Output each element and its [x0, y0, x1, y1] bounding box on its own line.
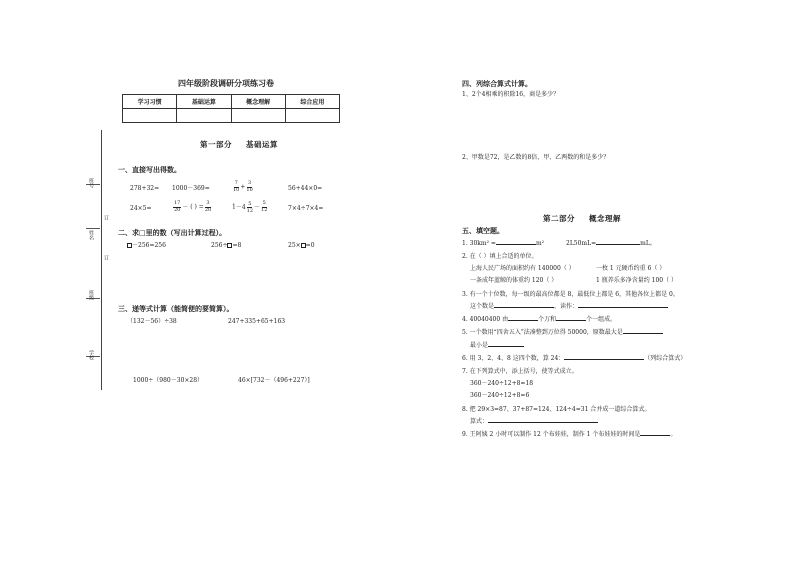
frac-den: 12: [246, 207, 254, 214]
section2-title: 二、求□里的数（写出计算过程）。: [118, 228, 227, 237]
binding-label-school: 学校: [88, 350, 94, 360]
frac-den: 20: [204, 207, 212, 213]
fill-text: 4. 40040400 由: [462, 316, 509, 323]
fill-text: 2L50mL=: [566, 240, 597, 247]
expression: （132－56）÷38: [127, 318, 177, 325]
fill-item: [470, 343, 524, 349]
fill-item: [462, 356, 686, 362]
score-header: 综合应用: [285, 95, 339, 109]
op: － ( ) =: [182, 203, 204, 211]
calc-item-fraction: [232, 201, 268, 214]
eq-text: 25×: [288, 242, 301, 249]
fill-text: ，读作：: [554, 303, 579, 310]
equation: 360－240÷12+8=6: [470, 392, 530, 399]
calc-item: 1000－369=: [172, 185, 210, 192]
fill-text: （列综合算式）: [644, 355, 687, 362]
fill-text: 1. 30km² =: [462, 240, 496, 247]
frac-num: 3: [248, 180, 252, 186]
eq-text: =8: [232, 242, 242, 249]
fill-item: [470, 304, 668, 310]
fill-item: 上海人民广场的面积约有 140000（ ）: [470, 265, 575, 272]
equation: 360－240÷12+8=18: [470, 380, 534, 387]
fill-item: [462, 317, 616, 323]
score-header: 学习习惯: [123, 95, 177, 109]
frac-num: 5: [248, 200, 252, 207]
fill-text: 个一组成。: [586, 316, 617, 323]
section1-title: 一、直接写出得数。: [118, 165, 181, 174]
expression: 247+335+65+163: [228, 318, 286, 325]
section5-title: 五、填空题。: [462, 226, 504, 235]
answer-blank[interactable]: [494, 307, 554, 308]
answer-blank[interactable]: [578, 307, 668, 308]
fill-text: m²: [535, 240, 545, 247]
calc-item: 56+44×0=: [288, 185, 323, 192]
score-table: [122, 94, 340, 123]
fill-item: 一枚 1 元硬币约重 6（ ）: [596, 265, 666, 272]
section4-title: 四、列综合算式计算。: [462, 79, 532, 88]
frac-den: 12: [261, 207, 268, 213]
frac-num: 7: [234, 180, 238, 186]
score-cell[interactable]: [285, 109, 339, 123]
fill-text: 6. 用 3、2、4、8 这四个数，算 24：: [462, 355, 565, 362]
answer-blank[interactable]: [564, 359, 644, 360]
fill-item: [462, 241, 544, 247]
calc-item-fraction: [172, 201, 212, 213]
fill-item: 7. 在下列算式中，添上括号，使等式成立。: [462, 368, 578, 375]
fill-item: [566, 241, 656, 247]
frac-num: 17: [174, 200, 181, 206]
op: +: [240, 183, 246, 191]
fill-text: 。: [670, 431, 677, 438]
op: 1－: [232, 203, 242, 211]
fill-text: 个万和: [538, 316, 557, 323]
answer-blank[interactable]: [556, 320, 586, 321]
answer-blank[interactable]: [623, 333, 663, 334]
part1-heading: [200, 141, 278, 149]
binding-mark: [86, 228, 100, 229]
answer-blank[interactable]: [488, 346, 524, 347]
equation: [211, 243, 241, 249]
section3-title: 三、递等式计算（能简便的要简算）。: [118, 304, 234, 313]
fill-text: 算式：: [470, 418, 489, 425]
score-header: 概念理解: [231, 95, 285, 109]
whole: 4: [241, 203, 246, 211]
score-header: 基础运算: [177, 95, 231, 109]
fill-text: 9. 王阿姨 2 小时可以制作 12 个布娃娃，制作 1 个布娃娃的时间是: [462, 431, 641, 438]
binding-label-class: 班级: [88, 290, 94, 300]
binding-label-ding: 订: [103, 215, 109, 220]
op: －: [254, 203, 261, 211]
fill-item: [470, 419, 598, 425]
expression: 1000÷（980－30×28）: [133, 377, 204, 384]
binding-label-name: 姓名: [88, 230, 94, 240]
answer-blank[interactable]: [496, 244, 536, 245]
calc-item-fraction: [232, 181, 254, 193]
fill-item: 2. 在（ ）填上合适的单位。: [462, 253, 538, 260]
frac-num: 5: [262, 200, 266, 206]
score-cell[interactable]: [177, 109, 231, 123]
fill-item: 8. 把 29×3=87、37+87=124、124÷4=31 合并成一道综合算式。: [462, 406, 651, 413]
score-cell[interactable]: [231, 109, 285, 123]
answer-blank[interactable]: [488, 422, 598, 423]
fill-text: mL。: [640, 240, 656, 247]
eq-text: －256=256: [132, 242, 166, 249]
answer-blank[interactable]: [508, 320, 538, 321]
fill-text: 这个数是: [470, 303, 495, 310]
frac-den: 10: [246, 187, 253, 193]
frac-den: 20: [174, 207, 181, 213]
part1-title: 第一部分: [200, 140, 232, 149]
word-problem: 2、甲数是72，是乙数的8倍，甲、乙两数的和是多少？: [462, 154, 610, 161]
fill-item: [462, 432, 676, 438]
word-problem: 1、2个4相乘的积除16，商是多少？: [462, 91, 560, 98]
fill-item: [462, 330, 663, 336]
fill-item: 1 瓶养乐多净含量约 100（ ）: [596, 277, 677, 284]
binding-line: [101, 130, 102, 390]
part2-heading: [543, 215, 621, 223]
answer-blank[interactable]: [596, 244, 640, 245]
frac-num: 3: [206, 200, 210, 206]
equation: [288, 243, 315, 249]
equation: [127, 243, 166, 249]
fill-text: 最小是: [470, 342, 489, 349]
part2-title: 第二部分: [543, 214, 575, 223]
score-cell[interactable]: [123, 109, 177, 123]
fill-item: 一条成年蓝鲸的体重约 120（ ）: [470, 277, 558, 284]
fill-item: 3. 有一个十位数，每一级的最高位都是 8，最低位上都是 6，其他各位上都是 0。: [462, 291, 679, 298]
frac-den: 10: [233, 187, 240, 193]
eq-text: =0: [305, 242, 315, 249]
part2-subtitle: 概念理解: [589, 214, 621, 223]
calc-item: 24×5=: [130, 205, 152, 212]
eq-text: 256÷: [211, 242, 228, 249]
fill-text: 5. 一个数用“四舍五入”法凑整到万位得 50000，原数最大是: [462, 329, 623, 336]
binding-label-ding: 订: [103, 255, 109, 260]
answer-blank[interactable]: [640, 435, 670, 436]
part1-subtitle: 基础运算: [246, 140, 278, 149]
binding-label-class-no: 班号: [88, 178, 94, 188]
calc-item: 7×4÷7×4=: [288, 205, 324, 212]
paper-title: 四年级阶段调研分项练习卷: [178, 78, 274, 88]
calc-item: 278+32=: [130, 185, 160, 192]
expression: 46×[732－（496+227）]: [238, 377, 310, 384]
